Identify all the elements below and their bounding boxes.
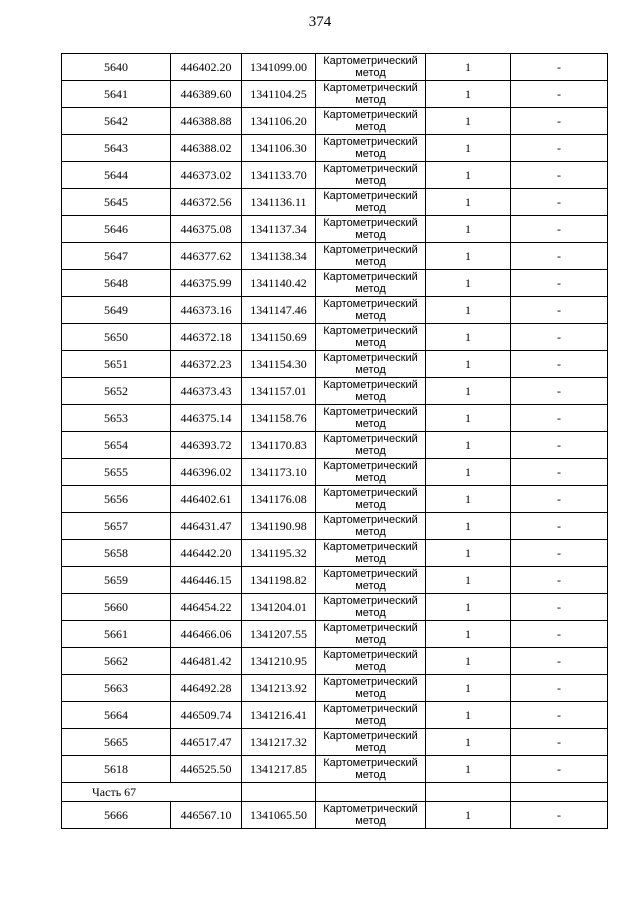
method-cell: Картометрический метод xyxy=(316,243,426,270)
description-cell: - xyxy=(511,486,608,513)
method-cell: Картометрический метод xyxy=(316,162,426,189)
y-coordinate-cell: 1341158.76 xyxy=(242,405,316,432)
y-coordinate-cell: 1341216.41 xyxy=(242,702,316,729)
method-cell: Картометрический метод xyxy=(316,378,426,405)
method-cell: Картометрический метод xyxy=(316,324,426,351)
description-cell: - xyxy=(511,513,608,540)
accuracy-cell: 1 xyxy=(426,802,511,829)
point-number-cell: 5649 xyxy=(62,297,171,324)
table-row xyxy=(62,675,608,702)
y-coordinate-cell: 1341170.83 xyxy=(242,432,316,459)
point-number-cell: 5666 xyxy=(62,802,171,829)
x-coordinate-cell: 446373.43 xyxy=(171,378,242,405)
point-number-cell: 5661 xyxy=(62,621,171,648)
description-cell: - xyxy=(511,378,608,405)
table-row xyxy=(62,513,608,540)
y-coordinate-cell: 1341204.01 xyxy=(242,594,316,621)
point-number-cell: 5659 xyxy=(62,567,171,594)
x-coordinate-cell: 446373.02 xyxy=(171,162,242,189)
x-coordinate-cell: 446375.14 xyxy=(171,405,242,432)
point-number-cell: 5645 xyxy=(62,189,171,216)
method-cell: Картометрический метод xyxy=(316,675,426,702)
y-coordinate-cell: 1341157.01 xyxy=(242,378,316,405)
description-cell: - xyxy=(511,297,608,324)
description-cell: - xyxy=(511,162,608,189)
accuracy-cell: 1 xyxy=(426,621,511,648)
table-row xyxy=(62,81,608,108)
y-coordinate-cell: 1341207.55 xyxy=(242,621,316,648)
page-number: 374 xyxy=(308,14,332,30)
description-cell: - xyxy=(511,702,608,729)
table-row xyxy=(62,702,608,729)
x-coordinate-cell: 446402.61 xyxy=(171,486,242,513)
accuracy-cell: 1 xyxy=(426,54,511,81)
empty-cell xyxy=(511,783,608,802)
description-cell: - xyxy=(511,459,608,486)
point-number-cell: 5662 xyxy=(62,648,171,675)
point-number-cell: 5660 xyxy=(62,594,171,621)
y-coordinate-cell: 1341150.69 xyxy=(242,324,316,351)
accuracy-cell: 1 xyxy=(426,756,511,783)
accuracy-cell: 1 xyxy=(426,729,511,756)
accuracy-cell: 1 xyxy=(426,702,511,729)
y-coordinate-cell: 1341065.50 xyxy=(242,802,316,829)
accuracy-cell: 1 xyxy=(426,378,511,405)
point-number-cell: 5665 xyxy=(62,729,171,756)
description-cell: - xyxy=(511,648,608,675)
y-coordinate-cell: 1341217.85 xyxy=(242,756,316,783)
y-coordinate-cell: 1341099.00 xyxy=(242,54,316,81)
point-number-cell: 5655 xyxy=(62,459,171,486)
table-row xyxy=(62,297,608,324)
point-number-cell: 5653 xyxy=(62,405,171,432)
point-number-cell: 5650 xyxy=(62,324,171,351)
point-number-cell: 5641 xyxy=(62,81,171,108)
y-coordinate-cell: 1341140.42 xyxy=(242,270,316,297)
description-cell: - xyxy=(511,756,608,783)
accuracy-cell: 1 xyxy=(426,81,511,108)
table-row xyxy=(62,378,608,405)
method-cell: Картометрический метод xyxy=(316,108,426,135)
y-coordinate-cell: 1341210.95 xyxy=(242,648,316,675)
method-cell: Картометрический метод xyxy=(316,594,426,621)
method-cell: Картометрический метод xyxy=(316,459,426,486)
empty-cell xyxy=(426,783,511,802)
method-cell: Картометрический метод xyxy=(316,405,426,432)
y-coordinate-cell: 1341133.70 xyxy=(242,162,316,189)
x-coordinate-cell: 446402.20 xyxy=(171,54,242,81)
accuracy-cell: 1 xyxy=(426,459,511,486)
method-cell: Картометрический метод xyxy=(316,513,426,540)
x-coordinate-cell: 446388.88 xyxy=(171,108,242,135)
description-cell: - xyxy=(511,54,608,81)
x-coordinate-cell: 446466.06 xyxy=(171,621,242,648)
description-cell: - xyxy=(511,405,608,432)
description-cell: - xyxy=(511,189,608,216)
method-cell: Картометрический метод xyxy=(316,648,426,675)
y-coordinate-cell: 1341176.08 xyxy=(242,486,316,513)
method-cell: Картометрический метод xyxy=(316,270,426,297)
x-coordinate-cell: 446372.23 xyxy=(171,351,242,378)
x-coordinate-cell: 446373.16 xyxy=(171,297,242,324)
y-coordinate-cell: 1341138.34 xyxy=(242,243,316,270)
x-coordinate-cell: 446525.50 xyxy=(171,756,242,783)
table-row xyxy=(62,135,608,162)
x-coordinate-cell: 446492.28 xyxy=(171,675,242,702)
method-cell: Картометрический метод xyxy=(316,216,426,243)
x-coordinate-cell: 446375.99 xyxy=(171,270,242,297)
method-cell: Картометрический метод xyxy=(316,621,426,648)
method-cell: Картометрический метод xyxy=(316,189,426,216)
accuracy-cell: 1 xyxy=(426,675,511,702)
point-number-cell: 5654 xyxy=(62,432,171,459)
table-row xyxy=(62,405,608,432)
accuracy-cell: 1 xyxy=(426,567,511,594)
table-row xyxy=(62,270,608,297)
description-cell: - xyxy=(511,108,608,135)
table-row xyxy=(62,756,608,783)
point-number-cell: 5657 xyxy=(62,513,171,540)
table-row xyxy=(62,216,608,243)
description-cell: - xyxy=(511,135,608,162)
description-cell: - xyxy=(511,243,608,270)
accuracy-cell: 1 xyxy=(426,486,511,513)
description-cell: - xyxy=(511,432,608,459)
point-number-cell: 5640 xyxy=(62,54,171,81)
y-coordinate-cell: 1341195.32 xyxy=(242,540,316,567)
y-coordinate-cell: 1341106.20 xyxy=(242,108,316,135)
x-coordinate-cell: 446372.56 xyxy=(171,189,242,216)
table-row xyxy=(62,108,608,135)
point-number-cell: 5646 xyxy=(62,216,171,243)
x-coordinate-cell: 446454.22 xyxy=(171,594,242,621)
point-number-cell: 5642 xyxy=(62,108,171,135)
y-coordinate-cell: 1341154.30 xyxy=(242,351,316,378)
y-coordinate-cell: 1341217.32 xyxy=(242,729,316,756)
table-row xyxy=(62,594,608,621)
y-coordinate-cell: 1341136.11 xyxy=(242,189,316,216)
method-cell: Картометрический метод xyxy=(316,297,426,324)
point-number-cell: 5644 xyxy=(62,162,171,189)
x-coordinate-cell: 446481.42 xyxy=(171,648,242,675)
description-cell: - xyxy=(511,351,608,378)
table-row xyxy=(62,162,608,189)
x-coordinate-cell: 446388.02 xyxy=(171,135,242,162)
method-cell: Картометрический метод xyxy=(316,54,426,81)
point-number-cell: 5643 xyxy=(62,135,171,162)
y-coordinate-cell: 1341190.98 xyxy=(242,513,316,540)
method-cell: Картометрический метод xyxy=(316,756,426,783)
method-cell: Картометрический метод xyxy=(316,432,426,459)
table-row xyxy=(62,432,608,459)
part-heading-row xyxy=(62,783,608,802)
description-cell: - xyxy=(511,270,608,297)
x-coordinate-cell: 446431.47 xyxy=(171,513,242,540)
table-row xyxy=(62,486,608,513)
accuracy-cell: 1 xyxy=(426,297,511,324)
accuracy-cell: 1 xyxy=(426,351,511,378)
x-coordinate-cell: 446377.62 xyxy=(171,243,242,270)
accuracy-cell: 1 xyxy=(426,270,511,297)
table-row xyxy=(62,540,608,567)
description-cell: - xyxy=(511,324,608,351)
table-row xyxy=(62,729,608,756)
x-coordinate-cell: 446389.60 xyxy=(171,81,242,108)
method-cell: Картометрический метод xyxy=(316,351,426,378)
table-row xyxy=(62,567,608,594)
description-cell: - xyxy=(511,621,608,648)
x-coordinate-cell: 446375.08 xyxy=(171,216,242,243)
y-coordinate-cell: 1341106.30 xyxy=(242,135,316,162)
description-cell: - xyxy=(511,594,608,621)
accuracy-cell: 1 xyxy=(426,432,511,459)
y-coordinate-cell: 1341137.34 xyxy=(242,216,316,243)
description-cell: - xyxy=(511,729,608,756)
x-coordinate-cell: 446509.74 xyxy=(171,702,242,729)
y-coordinate-cell: 1341213.92 xyxy=(242,675,316,702)
table-row xyxy=(62,189,608,216)
table-row xyxy=(62,54,608,81)
table-row xyxy=(62,243,608,270)
point-number-cell: 5647 xyxy=(62,243,171,270)
point-number-cell: 5663 xyxy=(62,675,171,702)
table-row xyxy=(62,324,608,351)
empty-cell xyxy=(316,783,426,802)
table-row xyxy=(62,802,608,829)
point-number-cell: 5651 xyxy=(62,351,171,378)
point-number-cell: 5618 xyxy=(62,756,171,783)
point-number-cell: 5648 xyxy=(62,270,171,297)
y-coordinate-cell: 1341198.82 xyxy=(242,567,316,594)
description-cell: - xyxy=(511,675,608,702)
empty-cell xyxy=(242,783,316,802)
accuracy-cell: 1 xyxy=(426,216,511,243)
method-cell: Картометрический метод xyxy=(316,81,426,108)
point-number-cell: 5652 xyxy=(62,378,171,405)
y-coordinate-cell: 1341147.46 xyxy=(242,297,316,324)
x-coordinate-cell: 446442.20 xyxy=(171,540,242,567)
method-cell: Картометрический метод xyxy=(316,702,426,729)
accuracy-cell: 1 xyxy=(426,135,511,162)
description-cell: - xyxy=(511,216,608,243)
method-cell: Картометрический метод xyxy=(316,540,426,567)
description-cell: - xyxy=(511,567,608,594)
accuracy-cell: 1 xyxy=(426,162,511,189)
x-coordinate-cell: 446396.02 xyxy=(171,459,242,486)
accuracy-cell: 1 xyxy=(426,594,511,621)
coordinates-table xyxy=(61,53,608,829)
y-coordinate-cell: 1341104.25 xyxy=(242,81,316,108)
accuracy-cell: 1 xyxy=(426,513,511,540)
accuracy-cell: 1 xyxy=(426,108,511,135)
accuracy-cell: 1 xyxy=(426,243,511,270)
point-number-cell: 5658 xyxy=(62,540,171,567)
accuracy-cell: 1 xyxy=(426,189,511,216)
part-label: Часть 67 xyxy=(62,783,242,802)
x-coordinate-cell: 446567.10 xyxy=(171,802,242,829)
x-coordinate-cell: 446372.18 xyxy=(171,324,242,351)
accuracy-cell: 1 xyxy=(426,405,511,432)
method-cell: Картометрический метод xyxy=(316,135,426,162)
x-coordinate-cell: 446517.47 xyxy=(171,729,242,756)
description-cell: - xyxy=(511,81,608,108)
point-number-cell: 5664 xyxy=(62,702,171,729)
y-coordinate-cell: 1341173.10 xyxy=(242,459,316,486)
method-cell: Картометрический метод xyxy=(316,567,426,594)
table-row xyxy=(62,351,608,378)
point-number-cell: 5656 xyxy=(62,486,171,513)
x-coordinate-cell: 446393.72 xyxy=(171,432,242,459)
description-cell: - xyxy=(511,802,608,829)
accuracy-cell: 1 xyxy=(426,324,511,351)
table-row xyxy=(62,648,608,675)
method-cell: Картометрический метод xyxy=(316,729,426,756)
table-row xyxy=(62,459,608,486)
accuracy-cell: 1 xyxy=(426,540,511,567)
accuracy-cell: 1 xyxy=(426,648,511,675)
method-cell: Картометрический метод xyxy=(316,802,426,829)
x-coordinate-cell: 446446.15 xyxy=(171,567,242,594)
description-cell: - xyxy=(511,540,608,567)
table-row xyxy=(62,621,608,648)
method-cell: Картометрический метод xyxy=(316,486,426,513)
